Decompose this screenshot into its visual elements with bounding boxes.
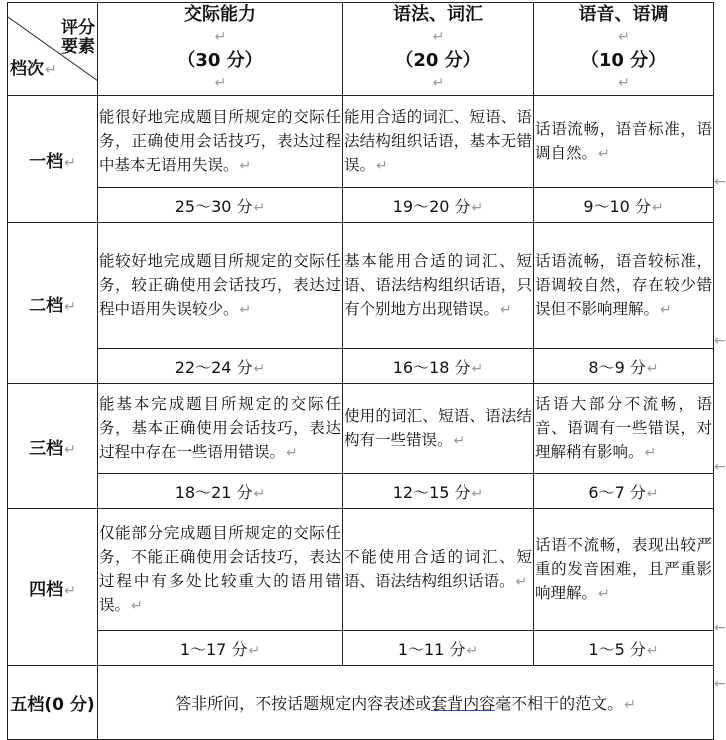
level-1-score-row xyxy=(8,188,714,223)
level-2-pronunciation-score: 8～9 分↵ xyxy=(534,349,714,384)
level-1-pronunciation-desc: 话语流畅，语音标准，语调自然。↵ xyxy=(534,96,714,188)
level-5-label: 五档(0 分) xyxy=(8,666,98,740)
corner-label-scoring: 评分 xyxy=(61,18,95,38)
row-end-mark: ← xyxy=(714,174,726,190)
level-3-label: 三档↵ xyxy=(8,384,98,509)
level-3-communication-desc: 能基本完成题目所规定的交际任务，基本正确使用会话技巧，表达过程中存在一些语用错误。↵ xyxy=(98,384,343,474)
level-2-pronunciation-desc: 话语流畅，语音较标准，语调较自然，存在较少错误但不影响理解。↵ xyxy=(534,223,714,349)
corner-cell xyxy=(8,3,98,96)
level-1-communication-score: 25～30 分↵ xyxy=(98,188,343,223)
level-4-label: 四档↵ xyxy=(8,509,98,666)
level-5-row xyxy=(8,666,714,740)
column-header-grammar-vocabulary: 语法、词汇 ↵ （20 分） ↵ xyxy=(343,3,534,96)
level-3-pronunciation-score: 6～7 分↵ xyxy=(534,474,714,509)
column-header-pronunciation-intonation: 语音、语调 ↵ （10 分） ↵ xyxy=(534,3,714,96)
level-3-communication-score: 18～21 分↵ xyxy=(98,474,343,509)
level-1-grammar-desc: 能用合适的词汇、短语、语法结构组织话语，基本无错误。↵ xyxy=(343,96,534,188)
level-4-grammar-score: 1～11 分↵ xyxy=(343,631,534,666)
row-end-mark: ← xyxy=(714,333,726,349)
level-2-communication-desc: 能较好地完成题目所规定的交际任务，较正确使用会话技巧，表达过程中语用失误较少。↵ xyxy=(98,223,343,349)
level-4-score-row xyxy=(8,631,714,666)
level-2-grammar-score: 16～18 分↵ xyxy=(343,349,534,384)
level-4-communication-desc: 仅能部分完成题目所规定的交际任务，不能正确使用会话技巧，表达过程中有多处比较重大的语用错误。↵ xyxy=(98,509,343,631)
level-2-description-row xyxy=(8,223,714,349)
level-4-pronunciation-score: 1～5 分↵ xyxy=(534,631,714,666)
level-1-grammar-score: 19～20 分↵ xyxy=(343,188,534,223)
level-1-pronunciation-score: 9～10 分↵ xyxy=(534,188,714,223)
row-end-mark: ← xyxy=(714,620,726,636)
row-end-mark: ← xyxy=(714,459,726,475)
level-3-description-row xyxy=(8,384,714,474)
level-3-pronunciation-desc: 话语大部分不流畅，语音、语调有一些错误，对理解稍有影响。↵ xyxy=(534,384,714,474)
scoring-rubric-table xyxy=(7,2,714,740)
header-row xyxy=(8,3,714,96)
level-3-score-row xyxy=(8,474,714,509)
level-3-grammar-desc: 使用的词汇、短语、语法结构有一些错误。↵ xyxy=(343,384,534,474)
corner-label-elements: 要素 xyxy=(61,37,95,57)
level-2-communication-score: 22～24 分↵ xyxy=(98,349,343,384)
level-1-description-row xyxy=(8,96,714,188)
level-2-label: 二档↵ xyxy=(8,223,98,384)
level-2-grammar-desc: 基本能用合适的词汇、短语、语法结构组织话语，只有个别地方出现错误。↵ xyxy=(343,223,534,349)
level-1-label: 一档↵ xyxy=(8,96,98,223)
level-4-description-row xyxy=(8,509,714,631)
level-1-communication-desc: 能很好地完成题目所规定的交际任务，正确使用会话技巧，表达过程中基本无语用失误。↵ xyxy=(98,96,343,188)
level-4-pronunciation-desc: 话语不流畅，表现出较严重的发音困难，且严重影响理解。↵ xyxy=(534,509,714,631)
level-3-grammar-score: 12～15 分↵ xyxy=(343,474,534,509)
column-header-communication: 交际能力 ↵ （30 分） ↵ xyxy=(98,3,343,96)
level-2-score-row xyxy=(8,349,714,384)
level-5-description: 答非所问，不按话题规定内容表述或套背内容毫不相干的范文。↵ xyxy=(98,666,714,740)
level-4-communication-score: 1～17 分↵ xyxy=(98,631,343,666)
row-end-mark: ← xyxy=(714,676,726,692)
level-4-grammar-desc: 不能使用合适的词汇、短语、语法结构组织话语。↵ xyxy=(343,509,534,631)
corner-label-level: 档次↵ xyxy=(10,59,57,79)
